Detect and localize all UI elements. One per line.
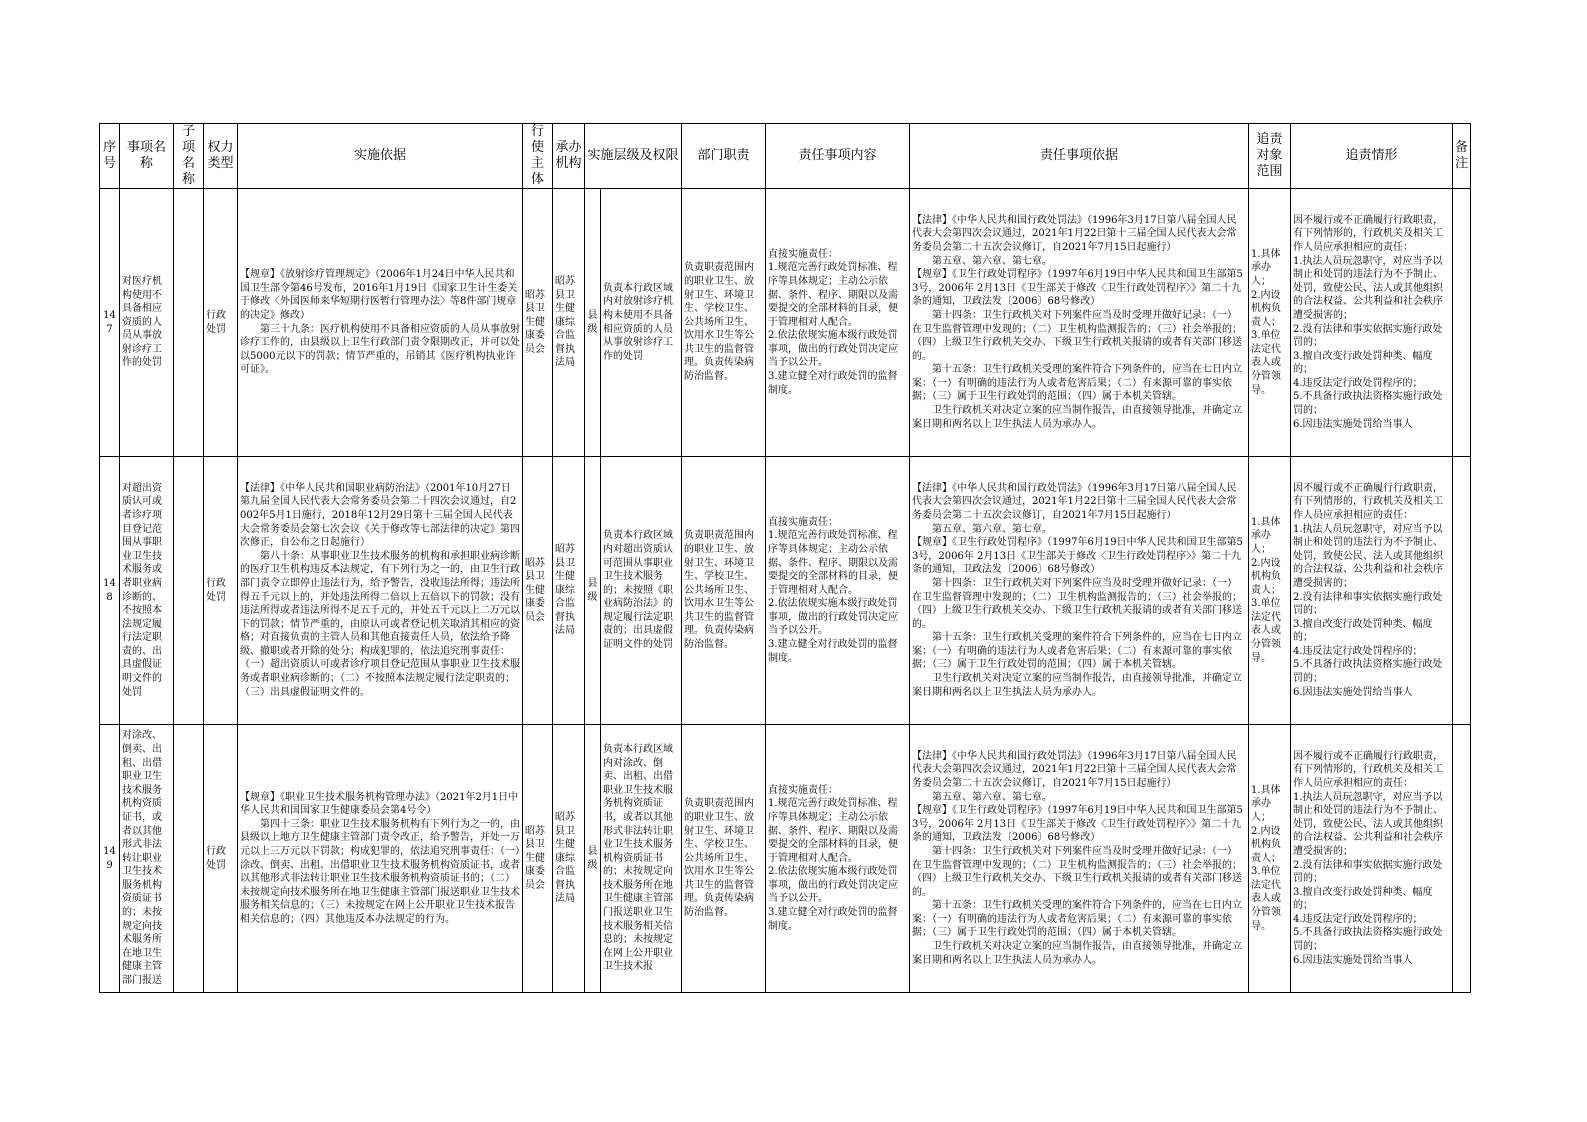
cell-no: 147: [100, 189, 120, 457]
cell-situations-paragraph: 1.执法人员玩忽职守，对应当予以制止和处罚的违法行为不予制止、处罚，致使公民、法人或其他组织的合法权益、公共利益和社会秩序遭受损害的；: [1293, 255, 1444, 321]
cell-scope: 负责本行政区域内对超出资质认可范围从事职业卫生技术服务的；未按照《职业病防治法》的规定履行法定职责的；出具虚假证明文件的处罚: [601, 457, 682, 725]
cell-scope-resp-paragraph: 3.单位法定代表人或分管领导。: [1251, 598, 1282, 664]
cell-situations-paragraph: 3.擅自改变行政处罚种类、幅度的；: [1293, 350, 1433, 376]
cell-type: 行政处罚: [204, 457, 238, 725]
cell-subject: 昭苏县卫生健康委员会: [523, 457, 553, 725]
cell-resp-basis-paragraph: 【规章】《卫生行政处罚程序》（1997年6月19日中华人民共和国卫生部第53号，2006年 2月13日《卫生部关于修改〈卫生行政处罚程序〉》第二十九条的通知，卫政法发〔2006〕68号修改）: [912, 805, 1243, 844]
cell-org: 昭苏县卫生健康综合监督执法局: [553, 725, 585, 993]
cell-content-paragraph: 1.规范完善行政处罚标准、程序等具体规定；主动公示依据、条件、程序、期限以及需要提交的全部材料的目录，便于管理相对人配合。: [768, 530, 899, 596]
cell-content-paragraph: 直接实施责任：: [768, 516, 839, 528]
cell-subject: 昭苏县卫生健康委员会: [523, 189, 553, 457]
cell-level: 县级: [585, 189, 601, 457]
cell-resp-basis-paragraph: 第十五条：卫生行政机关受理的案件符合下列条件的，应当在七日内立案：（一）有明确的违法行为人或者危害后果；（二）有来源可靠的事实依据；（三）属于卫生行政处罚的范围；（四）属于本机关管辖。: [912, 632, 1243, 671]
cell-situations-paragraph: 4.违反法定行政处罚程序的；: [1293, 913, 1423, 925]
cell-resp-basis-paragraph: 【法律】《中华人民共和国行政处罚法》（1996年3月17日第八届全国人民代表大会第四次会议通过，2021年1月22日第十三届全国人民代表大会常务委员会第二十五次会议修订，自2021年7月15日起施行）: [912, 482, 1237, 521]
cell-duty: 负责职责范围内的职业卫生、放射卫生、环境卫生、学校卫生、公共场所卫生、饮用水卫生等公共卫生的监督管理。负责传染病防治监督。: [682, 189, 766, 457]
cell-resp-basis: [910, 189, 1249, 457]
cell-content-paragraph: 直接实施责任：: [768, 248, 839, 260]
cell-scope-resp-paragraph: 3.单位法定代表人或分管领导。: [1251, 866, 1282, 932]
cell-content-paragraph: 2.依法依规实施本级行政处罚事项，做出的行政处罚决定应当予以公开。: [768, 598, 899, 637]
cell-basis: [238, 189, 523, 457]
cell-note: [1453, 189, 1471, 457]
cell-resp-basis-paragraph: 卫生行政机关对决定立案的应当制作报告，由直接领导批准，并确定立案日期和两名以上卫生执法人员为承办人。: [912, 941, 1243, 966]
header-duty: 部门职责: [682, 124, 766, 189]
cell-basis-paragraph: 第八十条：从事职业卫生技术服务的机构和承担职业病诊断的医疗卫生机构违反本法规定，有下列行为之一的，由卫生行政部门责令立即停止违法行为，给予警告，没收违法所得；违法所得五千元以上的，并处违法所得二倍以上五倍以下的罚款；没有违法所得或者违法所得不足五千元的，并处五千元以上二万元以下的罚款；情节严重的，由原认可或者登记机关取消其相应的资格；对直接负责的主管人员和其他直接责任人员，依法给予降级、撤职或者开除的处分；构成犯罪的，依法追究刑事责任：（一）超出资质认可或者诊疗项目登记范围从事职业卫生技术服务或者职业病诊断的；（二）不按照本法规定履行法定职责的；（三）出具虚假证明文件的。: [240, 550, 520, 698]
cell-org: 昭苏县卫生健康综合监督执法局: [553, 189, 585, 457]
cell-duty: 负责职责范围内的职业卫生、放射卫生、环境卫生、学校卫生、公共场所卫生、饮用水卫生等公共卫生的监督管理。负责传染病防治监督。: [682, 725, 766, 993]
cell-situations-paragraph: 4.违反法定行政处罚程序的；: [1293, 377, 1423, 389]
cell-level: 县级: [585, 457, 601, 725]
cell-situations-paragraph: 6.因违法实施处罚给当事人: [1293, 418, 1413, 430]
cell-basis-paragraph: 第三十九条：医疗机构使用不具备相应资质的人员从事放射诊疗工作的，由县级以上卫生行政部门责令限期改正，并可以处以5000元以下的罚款；情节严重的，吊销其《医疗机构执业许可证》。: [240, 323, 520, 376]
cell-item: 对医疗机构使用不具备相应资质的人员从事放射诊疗工作的处罚: [120, 189, 174, 457]
cell-resp-basis-paragraph: 【法律】《中华人民共和国行政处罚法》（1996年3月17日第八届全国人民代表大会第四次会议通过，2021年1月22日第十三届全国人民代表大会常务委员会第二十五次会议修订，自2021年7月15日起施行）: [912, 750, 1237, 789]
header-subject: 行使主体: [523, 124, 553, 189]
header-subitem: 子项名称: [174, 124, 204, 189]
cell-situations-paragraph: 因不履行或不正确履行行政职责，有下列情形的，行政机关及相关工作人员应承担相应的责任：: [1293, 750, 1444, 789]
cell-situations: [1291, 725, 1453, 993]
cell-content-paragraph: 直接实施责任：: [768, 784, 839, 796]
header-note: 备注: [1453, 124, 1471, 189]
cell-resp-basis-paragraph: 【规章】《卫生行政处罚程序》（1997年6月19日中华人民共和国卫生部第53号，2006年 2月13日《卫生部关于修改〈卫生行政处罚程序〉》第二十九条的通知，卫政法发〔2006〕68号修改）: [912, 537, 1243, 576]
cell-item: 对超出资质认可或者诊疗项目登记范围从事职业卫生技术服务或者职业病诊断的、不按照本法规定履行法定职责的、出具虚假证明文件的处罚: [120, 457, 174, 725]
cell-situations-paragraph: 5.不具备行政执法资格实施行政处罚的；: [1293, 659, 1443, 685]
cell-situations-paragraph: 4.违反法定行政处罚程序的；: [1293, 645, 1423, 657]
cell-scope-resp-paragraph: 1.具体承办人；: [1251, 248, 1281, 287]
cell-basis-paragraph: 【法律】《中华人民共和国职业病防治法》（2001年10月27日第九届全国人民代表大会常务委员会第二十四次会议通过，自2002年5月1日施行，2018年12月29日第十三届全国人民代表大会常务委员会第七次会议《关于修改等七部法律的决定》第四次修正，自公布之日起施行）: [240, 482, 520, 549]
cell-type: 行政处罚: [204, 189, 238, 457]
header-type: 权力类型: [204, 124, 238, 189]
header-scope: 追责对象范围: [1249, 124, 1291, 189]
cell-content: [766, 457, 910, 725]
cell-scope: 负责本行政区域内对放射诊疗机构未使用不具备相应资质的人员从事放射诊疗工作的处罚: [601, 189, 682, 457]
cell-situations-paragraph: 3.擅自改变行政处罚种类、幅度的；: [1293, 886, 1433, 912]
cell-type: 行政处罚: [204, 725, 238, 993]
cell-org: 昭苏县卫生健康综合监督执法局: [553, 457, 585, 725]
cell-resp-basis-paragraph: 第十五条：卫生行政机关受理的案件符合下列条件的，应当在七日内立案：（一）有明确的违法行为人或者危害后果；（二）有来源可靠的事实依据；（三）属于卫生行政处罚的范围；（四）属于本机关管辖。: [912, 900, 1243, 939]
table-row: [100, 189, 1471, 457]
cell-content-paragraph: 1.规范完善行政处罚标准、程序等具体规定；主动公示依据、条件、程序、期限以及需要提交的全部材料的目录，便于管理相对人配合。: [768, 798, 899, 864]
cell-level: 县级: [585, 725, 601, 993]
cell-resp-basis-paragraph: 卫生行政机关对决定立案的应当制作报告，由直接领导批准，并确定立案日期和两名以上卫生执法人员为承办人。: [912, 673, 1243, 698]
cell-situations-paragraph: 因不履行或不正确履行行政职责，有下列情形的，行政机关及相关工作人员应承担相应的责任：: [1293, 482, 1444, 521]
cell-basis: [238, 725, 523, 993]
cell-resp-basis-paragraph: 第五章、第六章、第七章。: [932, 255, 1053, 267]
cell-scope-resp: [1249, 725, 1291, 993]
cell-scope-resp-paragraph: 3.单位法定代表人或分管领导。: [1251, 330, 1282, 396]
header-situations: 追责情形: [1291, 124, 1453, 189]
cell-content: [766, 725, 910, 993]
header-level: 实施层级及权限: [585, 124, 682, 189]
cell-subject: 昭苏县卫生健康委员会: [523, 725, 553, 993]
table-row: [100, 725, 1471, 993]
cell-scope-resp: [1249, 457, 1291, 725]
cell-situations-paragraph: 2.没有法律和事实依据实施行政处罚的；: [1293, 859, 1443, 885]
cell-item: 对涂改、倒卖、出租、出借职业卫生技术服务机构资质证书，或者以其他形式非法转让职业卫生技术服务机构资质证书的；未按规定向技术服务所在地卫生健康主管部门报送: [120, 725, 174, 993]
cell-subitem: [174, 725, 204, 993]
cell-resp-basis-paragraph: 卫生行政机关对决定立案的应当制作报告，由直接领导批准，并确定立案日期和两名以上卫生执法人员为承办人。: [912, 405, 1243, 430]
cell-scope-resp: [1249, 189, 1291, 457]
cell-situations-paragraph: 5.不具备行政执法资格实施行政处罚的；: [1293, 927, 1443, 953]
cell-no: 148: [100, 457, 120, 725]
cell-resp-basis-paragraph: 第十四条：卫生行政机关对下列案件应当及时受理并做好记录：（一）在卫生监督管理中发现的；（二）卫生机构监测报告的；（三）社会举报的；（四）上级卫生行政机关交办、下级卫生行政机关报请的或者有关部门移送的。: [912, 309, 1243, 362]
cell-situations-paragraph: 2.没有法律和事实依据实施行政处罚的；: [1293, 591, 1443, 617]
header-row: [100, 124, 1471, 189]
cell-note: [1453, 725, 1471, 993]
cell-duty: 负责职责范围内的职业卫生、放射卫生、环境卫生、学校卫生、公共场所卫生、饮用水卫生等公共卫生的监督管理。负责传染病防治监督。: [682, 457, 766, 725]
cell-scope-resp-paragraph: 2.内设机构负责人；: [1251, 557, 1282, 596]
cell-resp-basis-paragraph: 【规章】《卫生行政处罚程序》（1997年6月19日中华人民共和国卫生部第53号，2006年 2月13日《卫生部关于修改〈卫生行政处罚程序〉》第二十九条的通知，卫政法发〔2006〕68号修改）: [912, 269, 1243, 308]
table-row: [100, 457, 1471, 725]
header-content: 责任事项内容: [766, 124, 910, 189]
cell-content: [766, 189, 910, 457]
cell-basis-paragraph: 【规章】《职业卫生技术服务机构管理办法》（2021年2月1日中华人民共和国国家卫生健康委员会第4号令）: [240, 791, 519, 817]
cell-subitem: [174, 457, 204, 725]
cell-scope-resp-paragraph: 2.内设机构负责人；: [1251, 289, 1282, 328]
cell-situations-paragraph: 5.不具备行政执法资格实施行政处罚的；: [1293, 391, 1443, 417]
cell-basis-paragraph: 【规章】《放射诊疗管理规定》（2006年1月24日中华人民共和国卫生部令第46号发布，2016年1月19日《国家卫生计生委关于修改〈外国医师来华短期行医暂行管理办法〉等8件部门规章的决定》修改）: [240, 269, 518, 321]
cell-situations-paragraph: 1.执法人员玩忽职守，对应当予以制止和处罚的违法行为不予制止、处罚，致使公民、法人或其他组织的合法权益、公共利益和社会秩序遭受损害的；: [1293, 523, 1444, 589]
cell-note: [1453, 457, 1471, 725]
cell-no: 149: [100, 725, 120, 993]
header-basis: 实施依据: [238, 124, 523, 189]
cell-content-paragraph: 3.建立健全对行政处罚的监督制度。: [768, 639, 898, 664]
cell-resp-basis-paragraph: 【法律】《中华人民共和国行政处罚法》（1996年3月17日第八届全国人民代表大会第四次会议通过，2021年1月22日第十三届全国人民代表大会常务委员会第二十五次会议修订，自2021年7月15日起施行）: [912, 214, 1237, 253]
cell-scope-resp-paragraph: 1.具体承办人；: [1251, 784, 1281, 823]
header-org: 承办机构: [553, 124, 585, 189]
cell-resp-basis-paragraph: 第十四条：卫生行政机关对下列案件应当及时受理并做好记录：（一）在卫生监督管理中发现的；（二）卫生机构监测报告的；（三）社会举报的；（四）上级卫生行政机关交办、下级卫生行政机关报请的或者有关部门移送的。: [912, 845, 1243, 898]
header-resp-basis: 责任事项依据: [910, 124, 1249, 189]
cell-content-paragraph: 3.建立健全对行政处罚的监督制度。: [768, 371, 898, 396]
cell-resp-basis-paragraph: 第五章、第六章、第七章。: [932, 791, 1053, 803]
cell-subitem: [174, 189, 204, 457]
cell-resp-basis: [910, 725, 1249, 993]
cell-situations-paragraph: 2.没有法律和事实依据实施行政处罚的；: [1293, 323, 1443, 349]
header-no: 序号: [100, 124, 120, 189]
cell-situations-paragraph: 因不履行或不正确履行行政职责，有下列情形的，行政机关及相关工作人员应承担相应的责任：: [1293, 214, 1444, 253]
cell-situations-paragraph: 6.因违法实施处罚给当事人: [1293, 686, 1413, 698]
cell-situations-paragraph: 3.擅自改变行政处罚种类、幅度的；: [1293, 618, 1433, 644]
cell-content-paragraph: 2.依法依规实施本级行政处罚事项，做出的行政处罚决定应当予以公开。: [768, 330, 899, 369]
cell-resp-basis-paragraph: 第五章、第六章、第七章。: [932, 523, 1053, 535]
cell-basis-paragraph: 第四十三条：职业卫生技术服务机构有下列行为之一的，由县级以上地方卫生健康主管部门责令改正，给予警告，并处一万元以上三万元以下罚款；构成犯罪的，依法追究刑事责任：（一）涂改、倒卖、出租、出借职业卫生技术服务机构资质证书，或者以其他形式非法转让职业卫生技术服务机构资质证书的；（二）未按规定向技术服务所在地卫生健康主管部门报送职业卫生技术服务相关信息的；（三）未按规定在网上公开职业卫生技术报告相关信息的；（四）其他违反本办法规定的行为。: [240, 818, 520, 925]
cell-content-paragraph: 2.依法依规实施本级行政处罚事项，做出的行政处罚决定应当予以公开。: [768, 866, 899, 905]
cell-situations: [1291, 189, 1453, 457]
header-item: 事项名称: [120, 124, 174, 189]
cell-scope: 负责本行政区域内对涂改、倒卖、出租、出借职业卫生技术服务机构资质证书，或者以其他形式非法转让职业卫生技术服务机构资质证书的；未按规定向技术服务所在地卫生健康主管部门报送职业卫生技术服务相关信息的；未按规定在网上公开职业卫生技术报: [601, 725, 682, 993]
cell-situations: [1291, 457, 1453, 725]
cell-content-paragraph: 1.规范完善行政处罚标准、程序等具体规定；主动公示依据、条件、程序、期限以及需要提交的全部材料的目录，便于管理相对人配合。: [768, 262, 899, 328]
cell-situations-paragraph: 1.执法人员玩忽职守，对应当予以制止和处罚的违法行为不予制止、处罚，致使公民、法人或其他组织的合法权益、公共利益和社会秩序遭受损害的；: [1293, 791, 1444, 857]
cell-basis: [238, 457, 523, 725]
cell-situations-paragraph: 6.因违法实施处罚给当事人: [1293, 954, 1413, 966]
cell-scope-resp-paragraph: 1.具体承办人；: [1251, 516, 1281, 555]
cell-scope-resp-paragraph: 2.内设机构负责人；: [1251, 825, 1282, 864]
cell-resp-basis-paragraph: 第十四条：卫生行政机关对下列案件应当及时受理并做好记录：（一）在卫生监督管理中发现的；（二）卫生机构监测报告的；（三）社会举报的；（四）上级卫生行政机关交办、下级卫生行政机关报请的或者有关部门移送的。: [912, 577, 1243, 630]
cell-resp-basis: [910, 457, 1249, 725]
authority-table: [99, 123, 1471, 993]
cell-content-paragraph: 3.建立健全对行政处罚的监督制度。: [768, 907, 898, 932]
cell-resp-basis-paragraph: 第十五条：卫生行政机关受理的案件符合下列条件的，应当在七日内立案：（一）有明确的违法行为人或者危害后果；（二）有来源可靠的事实依据；（三）属于卫生行政处罚的范围；（四）属于本机关管辖。: [912, 364, 1243, 403]
